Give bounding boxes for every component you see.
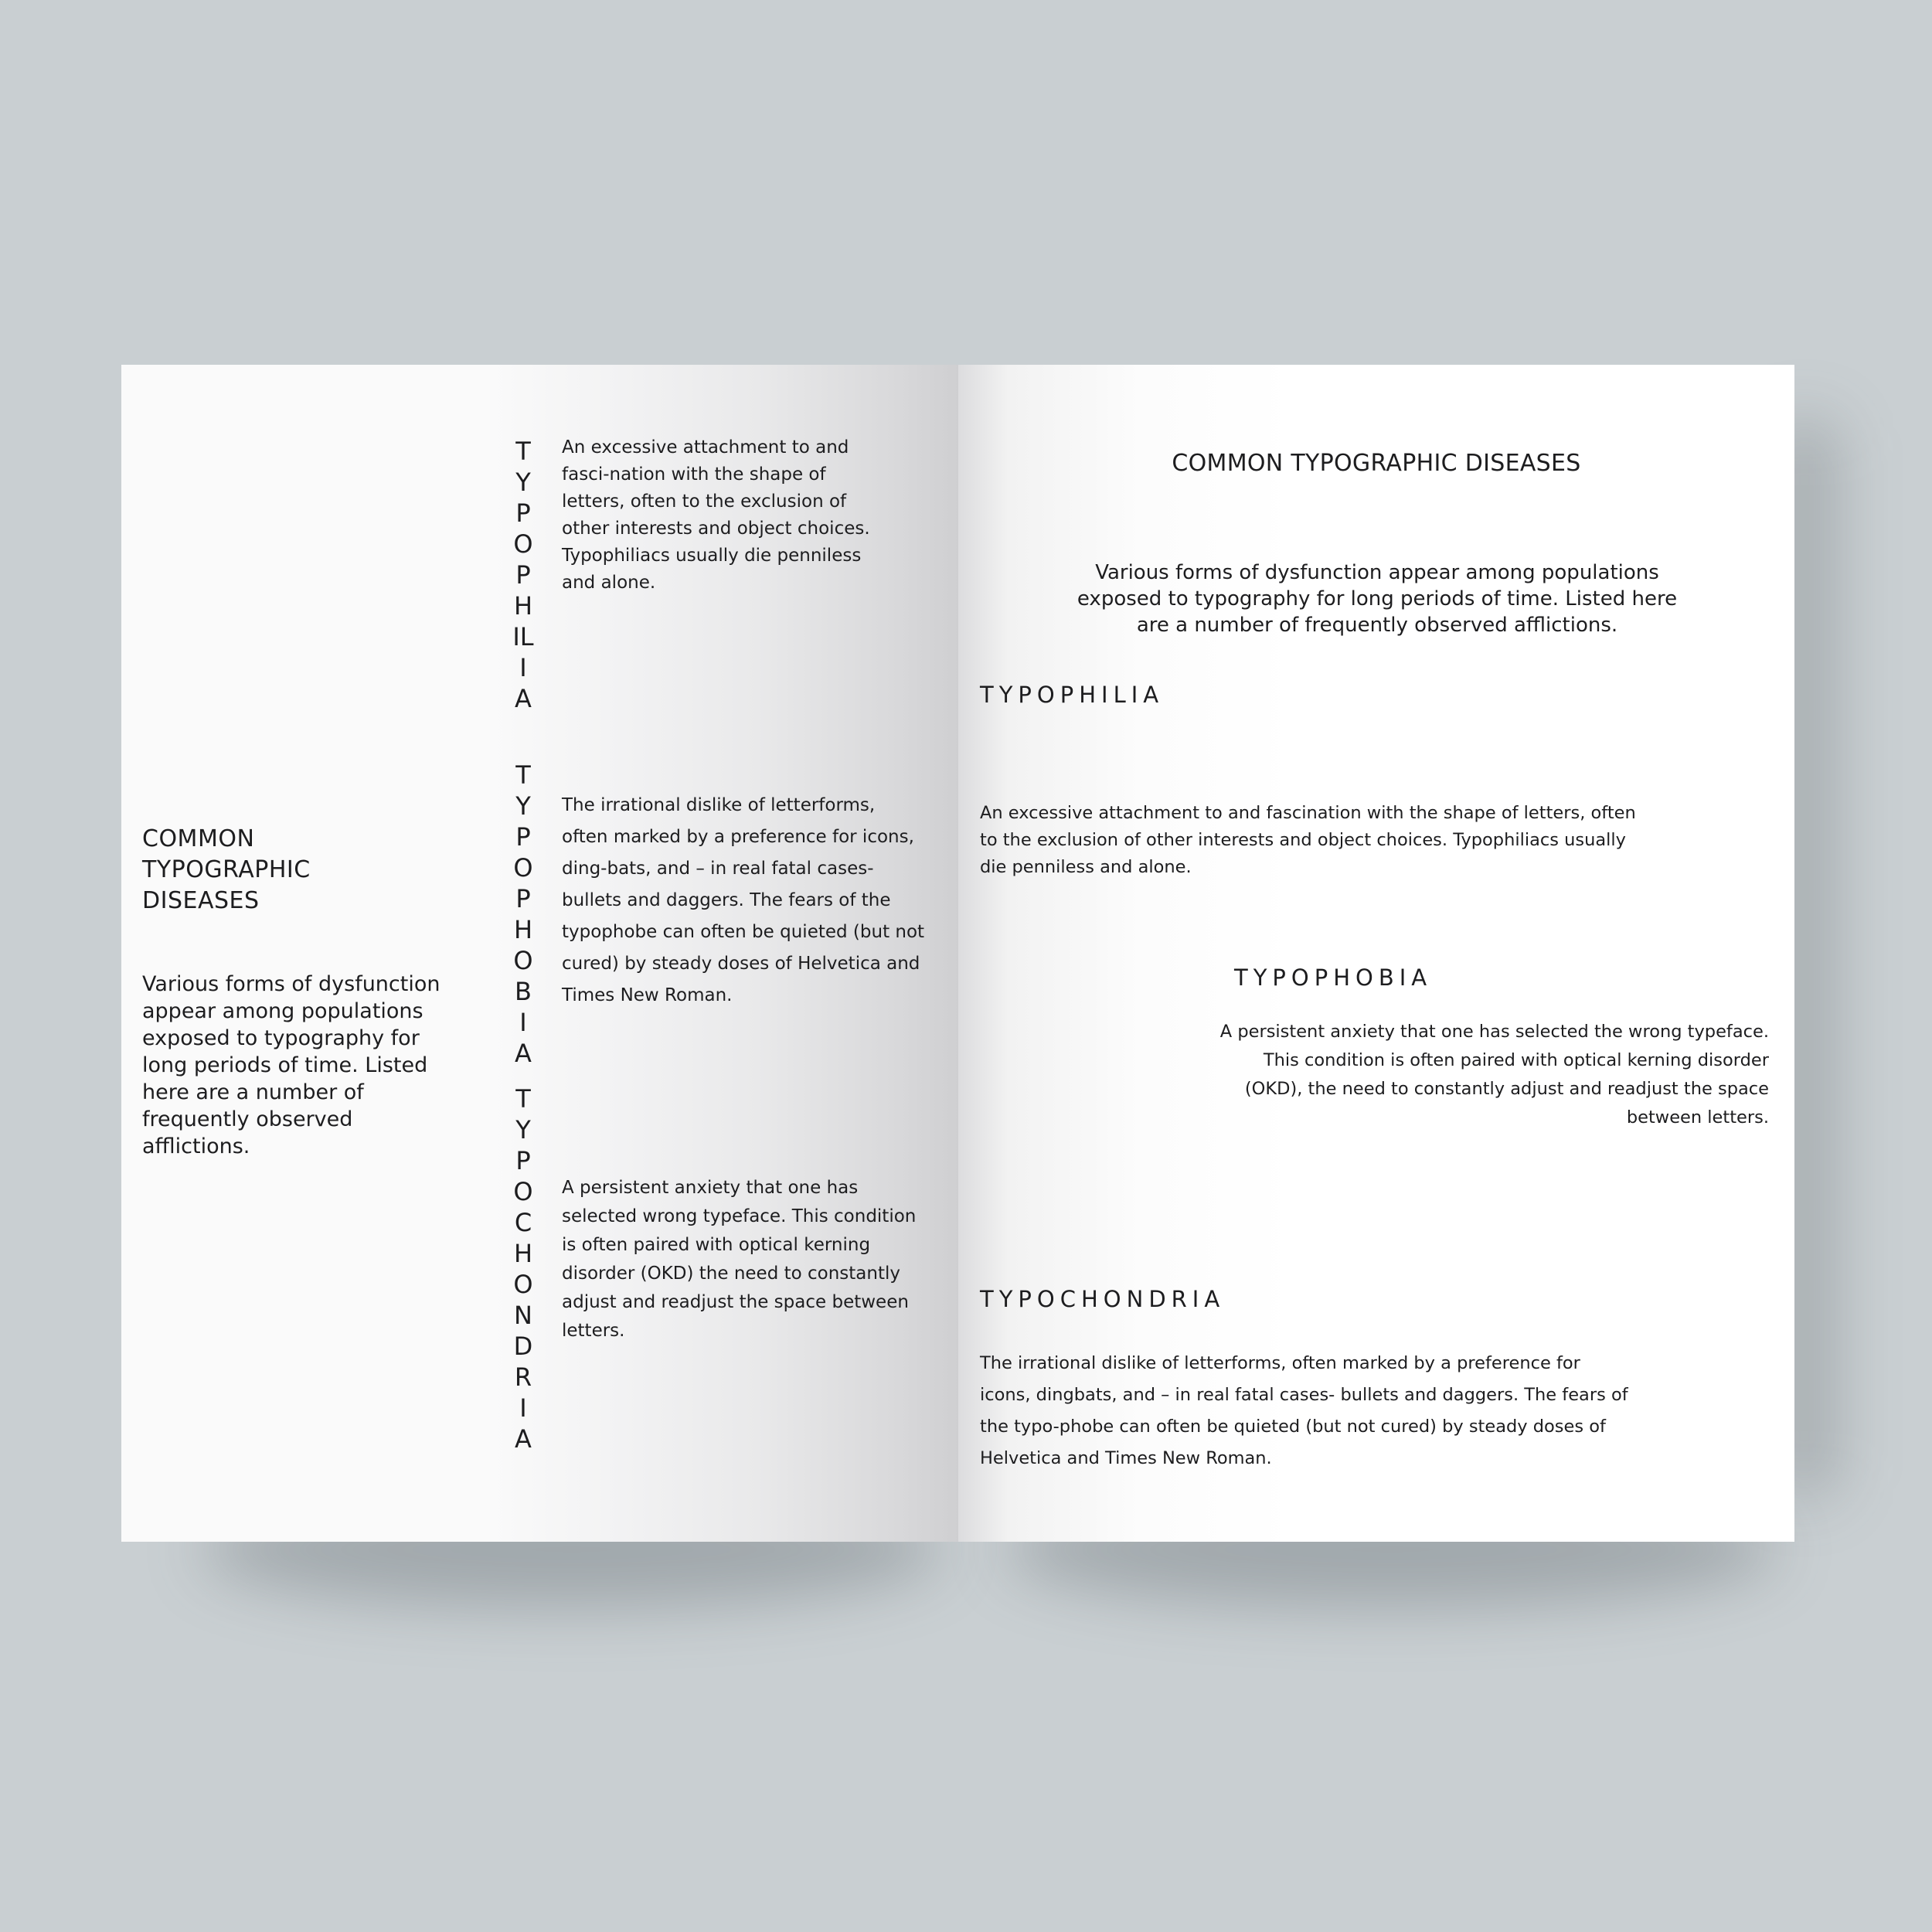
left-page xyxy=(121,365,958,1542)
section-heading-typophobia: TYPOPHOBIA xyxy=(1234,964,1433,991)
right-page xyxy=(958,365,1794,1542)
typochondria-description: A persistent anxiety that one has selected wrong typeface. This condition is often paired with optical kerning disorder (OKD) the need to constantly adjust and readjust the space between letters. xyxy=(562,1178,917,1341)
typophilia-description: An excessive attachment to and fasci-nation with the shape of letters, often to the exclusion of other interests and object choices. Typophiliacs usually die penniless and alone. xyxy=(562,437,870,593)
section-heading-typophilia: TYPOPHILIA xyxy=(980,682,1165,708)
section-body-typophilia: An excessive attachment to and fascination with the shape of letters, often to the exclusion of other interests and object choices. Typophiliacs usually die penniless and alone. xyxy=(980,803,1636,877)
vertical-term-typophobia: TYPOPHOBIA xyxy=(513,760,533,1068)
vertical-term-typophilia: TYPOPHILIA xyxy=(512,437,534,713)
right-page-title: COMMON TYPOGRAPHIC DISEASES xyxy=(1172,450,1581,477)
left-page-heading: COMMON TYPOGRAPHIC DISEASES xyxy=(142,825,311,914)
right-page-intro: Various forms of dysfunction appear among populations exposed to typography for long periods of time. Listed here are a number of frequently observed afflictions. xyxy=(1077,561,1678,637)
left-page-intro: Various forms of dysfunction appear among populations exposed to typography for long periods of time. Listed here are a number of frequently observed afflictions. xyxy=(142,972,440,1158)
section-body-typochondria: The irrational dislike of letterforms, often marked by a preference for icons, dingbats, and – in real fatal cases- bullets and daggers. The fears of the typo-phobe can often be quieted (but not cured) by steady doses of Helvetica and Times New Roman. xyxy=(980,1353,1628,1468)
section-body-typophobia: A persistent anxiety that one has selected the wrong typeface. This condition is often paired with optical kerning disorder (OKD), the need to constantly adjust and readjust the space between letters. xyxy=(1219,1022,1769,1128)
vertical-term-typochondria: TYPOCHONDRIA xyxy=(513,1084,533,1454)
typophobia-description: The irrational dislike of letterforms, often marked by a preference for icons, ding-bats, and – in real fatal cases- bullets and daggers. The fears of the typophobe can often be quieted (but not cured) by steady doses of Helvetica and Times New Roman. xyxy=(562,795,925,1005)
section-heading-typochondria: TYPOCHONDRIA xyxy=(980,1286,1226,1312)
